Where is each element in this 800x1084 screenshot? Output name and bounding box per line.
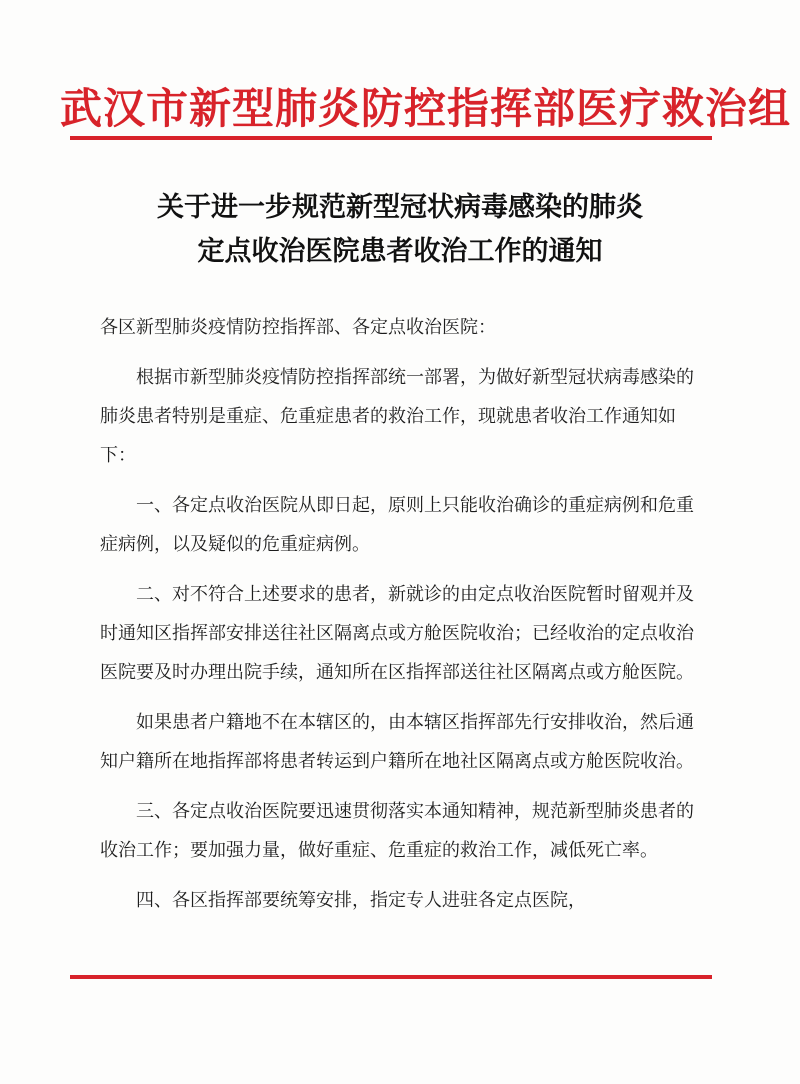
paragraph-item-3: 三、各定点收治医院要迅速贯彻落实本通知精神，规范新型肺炎患者的收治工作；要加强力量，做好重症、危重症的救治工作，减低死亡率。 [100, 801, 694, 861]
document-body [100, 308, 700, 931]
issuer-header-title: 武汉市新型肺炎防控指挥部医疗救治组 [60, 84, 792, 133]
paragraph-item-1: 一、各定点收治医院从即日起，原则上只能收治确诊的重症病例和危重症病例，以及疑似的危重症病例。 [100, 495, 694, 555]
header-red-rule [70, 136, 712, 140]
document-title-line-2: 定点收治医院患者收治工作的通知 [197, 236, 603, 267]
salutation: 各区新型肺炎疫情防控指挥部、各定点收治医院： [100, 317, 496, 338]
paragraph-item-4: 四、各区指挥部要统筹安排，指定专人进驻各定点医院， [136, 890, 586, 911]
document-title [60, 186, 740, 274]
paragraph-item-2-supplement: 如果患者户籍地不在本辖区的，由本辖区指挥部先行安排收治，然后通知户籍所在地指挥部将患者转运到户籍所在地社区隔离点或方舱医院收治。 [100, 712, 694, 772]
paragraph-intro: 根据市新型肺炎疫情防控指挥部统一部署，为做好新型冠状病毒感染的肺炎患者特别是重症、危重症患者的救治工作，现就患者收治工作通知如下： [100, 367, 694, 466]
paragraph-item-2: 二、对不符合上述要求的患者，新就诊的由定点收治医院暂时留观并及时通知区指挥部安排送往社区隔离点或方舱医院收治；已经收治的定点收治医院要及时办理出院手续，通知所在区指挥部送往社区隔离点或方舱医院。 [100, 584, 694, 683]
footer-red-rule [70, 975, 712, 979]
document-title-line-1: 关于进一步规范新型冠状病毒感染的肺炎 [157, 192, 643, 223]
